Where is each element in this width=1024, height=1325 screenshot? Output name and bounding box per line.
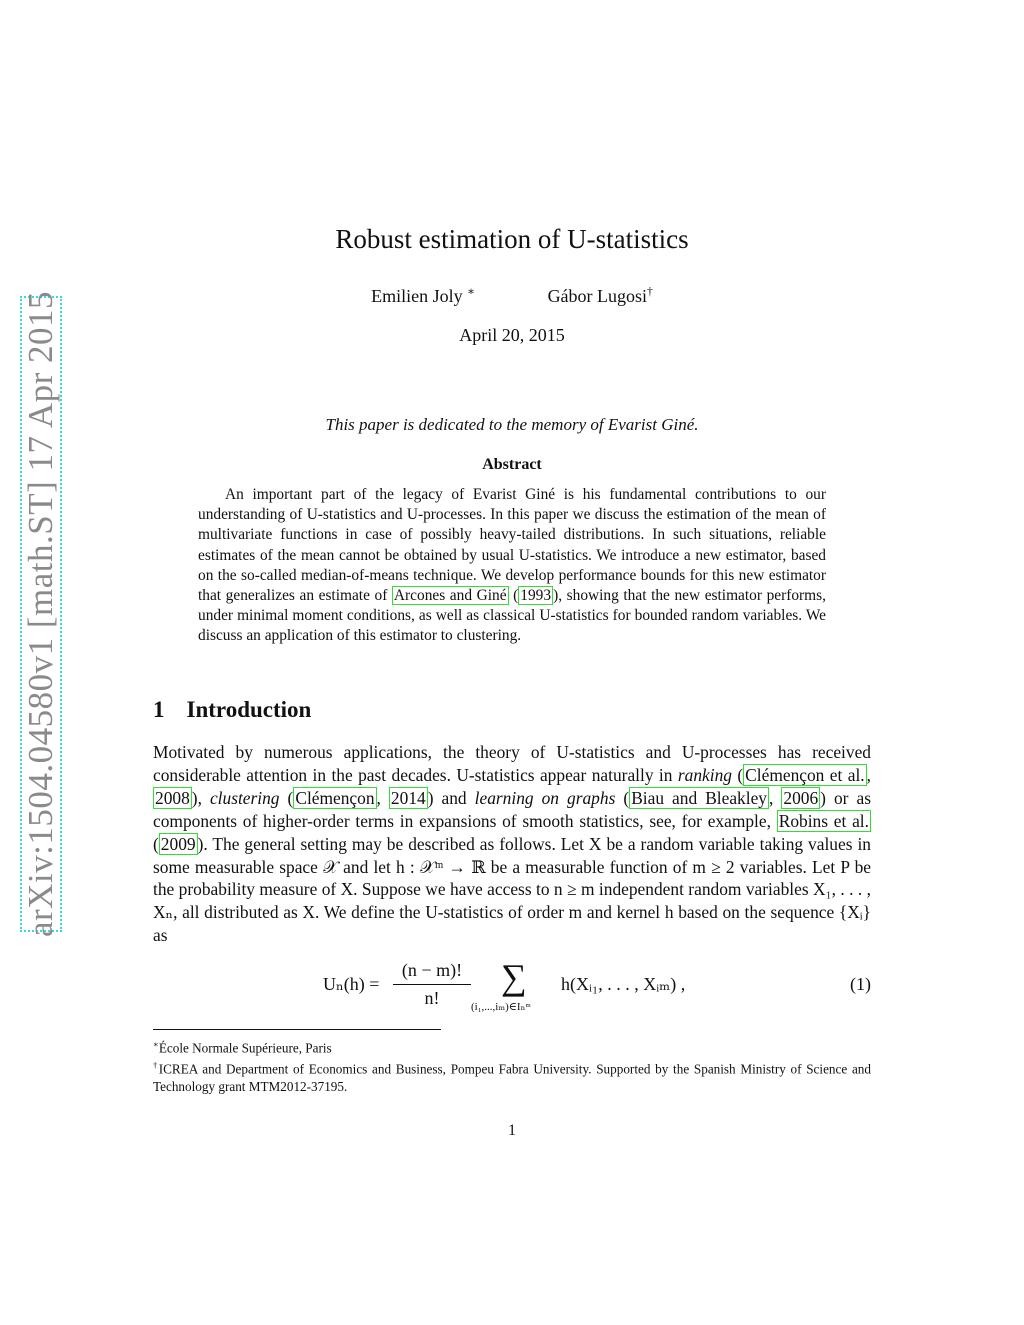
- equation-number: (1): [850, 974, 871, 994]
- intro-text: ,: [376, 787, 389, 808]
- section-heading: [153, 697, 311, 723]
- intro-text: ). The general setting may be described as follows. Let X be a random variable taking values in some measurable space 𝒳 and let h : 𝒳ᵐ → ℝ be a measurable function of m ≥ 2 variables. Let P be the probability measure of X. Suppose we have access to n ≥ m independent random variables X₁, . . . , Xₙ, all distributed as X. We define the U-statistics of order m and kernel h based on the sequence {Xᵢ} as: [153, 833, 871, 946]
- author-list: [0, 284, 1024, 307]
- footnote-2-mark: †: [153, 1059, 159, 1070]
- footnote-divider: [153, 1029, 441, 1030]
- equation-fraction: [393, 960, 471, 1009]
- abstract-text-1: An important part of the legacy of Evarist Giné is his fundamental contributions to our understanding of U-statistics and U-processes. In this paper we discuss the estimation of the mean of multivariate functions in case of possibly heavy-tailed distributions. In such situations, reliable estimates of the mean cannot be obtained by usual U-statistics. We introduce a new estimator, based on the so-called median-of-means technique. We develop performance bounds for this new estimator that generalizes an estimate of: [198, 486, 826, 605]
- citation-link-1993[interactable]: 1993: [520, 587, 552, 605]
- footnote-2-text: ICREA and Department of Economics and Business, Pompeu Fabra University. Supported by the Spanish Ministry of Science and Technology grant MTM2012-37195.: [153, 1061, 871, 1094]
- citation-link-biau-bleakley[interactable]: Biau and Bleakley: [631, 787, 768, 808]
- intro-emphasis: ranking: [677, 764, 732, 785]
- footnote-1: [153, 1036, 871, 1057]
- footnote-1-text: École Normale Supérieure, Paris: [158, 1040, 332, 1056]
- citation-link-2008[interactable]: 2008: [155, 787, 190, 808]
- citation-link-robins-et-al[interactable]: Robins et al.: [778, 810, 869, 831]
- intro-text: (: [279, 787, 294, 808]
- author-1-name: Emilien Joly: [371, 286, 463, 306]
- fraction-denominator: n!: [424, 988, 440, 1008]
- author-2-footnote-mark[interactable]: †: [647, 285, 653, 298]
- fraction-numerator: (n − m)!: [401, 960, 463, 980]
- citation-link-arcones-gine[interactable]: Arcones and Giné: [393, 587, 507, 605]
- introduction-paragraph: [153, 741, 871, 947]
- intro-text: ,: [866, 764, 871, 785]
- abstract-text-3: ), showing that the new estimator performs, under minimal moment conditions, as well as classical U-statistics for bounded random variables. We discuss an application of this estimator to clustering.: [198, 587, 826, 645]
- summation-index: (i₁,...,iₘ)∈Iₙᵐ: [471, 1001, 531, 1013]
- author-1: [371, 286, 475, 306]
- intro-text: ) and: [427, 787, 475, 808]
- equation-1: [153, 957, 871, 1020]
- paper-title: Robust estimation of U-statistics: [335, 224, 689, 254]
- author-1-footnote-mark[interactable]: ∗: [467, 285, 476, 298]
- intro-emphasis: clustering: [209, 787, 280, 808]
- footnote-2: [153, 1057, 871, 1095]
- citation-link-2009[interactable]: 2009: [160, 833, 196, 854]
- intro-text: ) or as components of higher-order terms in expansions of smooth statistics, see, for example,: [153, 787, 871, 831]
- abstract-heading: Abstract: [482, 456, 542, 473]
- section-number: 1: [153, 697, 165, 722]
- arxiv-identifier[interactable]: arXiv:1504.04580v1 [math.ST] 17 Apr 2015: [21, 290, 60, 938]
- intro-text: (: [731, 764, 744, 785]
- citation-link-2006[interactable]: 2006: [783, 787, 819, 808]
- page-number: 1: [508, 1122, 516, 1139]
- intro-emphasis: learning on graphs: [474, 787, 616, 808]
- paper-date: April 20, 2015: [459, 325, 565, 345]
- footnote-1-mark: ∗: [153, 1039, 159, 1049]
- intro-text: Motivated by numerous applications, the theory of U-statistics and U-processes has received considerable attention in the past decades. U-statistics appear naturally in: [153, 742, 871, 785]
- intro-text: (: [615, 787, 630, 808]
- abstract-text-2: (: [508, 587, 519, 605]
- citation-link-2014[interactable]: 2014: [390, 787, 426, 808]
- footnotes: [153, 1036, 871, 1095]
- dedication: This paper is dedicated to the memory of Evarist Giné.: [325, 415, 699, 434]
- citation-link-clemencon-et-al[interactable]: Clémençon et al.: [745, 764, 865, 785]
- summation-symbol: ∑: [501, 957, 527, 997]
- abstract-body: [198, 485, 826, 647]
- intro-text: (: [153, 833, 159, 854]
- author-2: [548, 286, 653, 306]
- equation-lhs: Uₙ(h) =: [323, 974, 380, 994]
- citation-link-clemencon[interactable]: Clémençon: [295, 787, 375, 808]
- section-title: Introduction: [186, 697, 312, 722]
- arxiv-identifier-box[interactable]: [20, 290, 62, 938]
- author-2-name: Gábor Lugosi: [547, 286, 648, 306]
- intro-text: ,: [769, 787, 782, 808]
- fraction-bar: [393, 984, 471, 985]
- intro-text: ),: [191, 787, 210, 808]
- equation-rhs: h(Xᵢ₁, . . . , Xᵢₘ) ,: [561, 974, 686, 994]
